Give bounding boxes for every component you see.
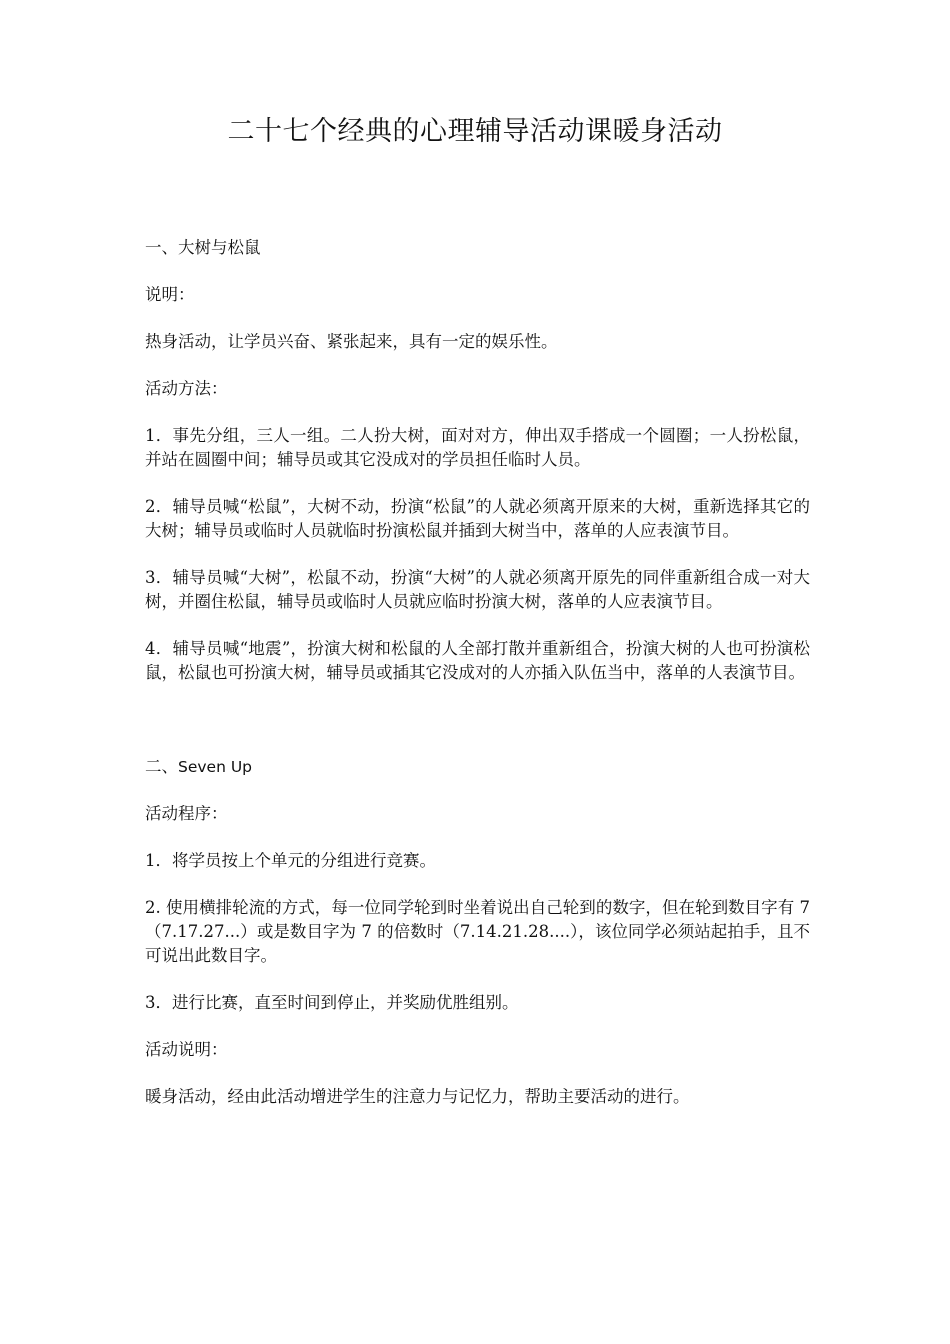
step-paragraph: 2．辅导员喊“松鼠”，大树不动，扮演“松鼠”的人就必须离开原来的大树，重新选择其它的大树；辅导员或临时人员就临时扮演松鼠并插到大树当中，落单的人应表演节目。 xyxy=(145,497,810,540)
step-paragraph: 1．事先分组，三人一组。二人扮大树，面对对方，伸出双手搭成一个圆圈；一人扮松鼠，并站在圆圈中间；辅导员或其它没成对的学员担任临时人员。 xyxy=(145,426,810,469)
section-label: 活动说明： xyxy=(145,1040,228,1059)
section-heading-text: Seven Up xyxy=(178,758,253,776)
step-paragraph: 3．辅导员喊“大树”，松鼠不动，扮演“大树”的人就必须离开原先的同伴重新组合成一对大树，并圈住松鼠，辅导员或临时人员就应临时扮演大树，落单的人应表演节目。 xyxy=(145,568,810,611)
section-description: 热身活动，让学员兴奋、紧张起来，具有一定的娱乐性。 xyxy=(145,332,558,351)
section-heading xyxy=(145,236,810,260)
section-description: 暖身活动，经由此活动增进学生的注意力与记忆力，帮助主要活动的进行。 xyxy=(145,1087,690,1106)
document-title: 二十七个经典的心理辅导活动课暖身活动 xyxy=(227,116,723,147)
section-heading-prefix: 二、 xyxy=(145,757,178,776)
step-paragraph: 4．辅导员喊“地震”，扮演大树和松鼠的人全部打散并重新组合，扮演大树的人也可扮演松鼠，松鼠也可扮演大树，辅导员或插其它没成对的人亦插入队伍当中，落单的人表演节目。 xyxy=(145,639,810,682)
step-paragraph: 2. 使用横排轮流的方式，每一位同学轮到时坐着说出自己轮到的数字，但在轮到数目字有 7（7.17.27...）或是数目字为 7 的倍数时（7.14.21.28....），该位同学必须站起拍手，且不可说出此数目字。 xyxy=(145,898,810,965)
section-label: 活动方法： xyxy=(145,379,228,398)
step-paragraph: 3．进行比赛，直至时间到停止，并奖励优胜组别。 xyxy=(145,993,519,1012)
section-label: 活动程序： xyxy=(145,804,228,823)
section-label: 说明： xyxy=(145,285,195,304)
document-body xyxy=(145,236,810,1109)
section-heading-text: 大树与松鼠 xyxy=(178,238,261,257)
section-heading-prefix: 一、 xyxy=(145,238,178,257)
step-paragraph: 1．将学员按上个单元的分组进行竞赛。 xyxy=(145,851,436,870)
section-heading xyxy=(145,755,810,779)
